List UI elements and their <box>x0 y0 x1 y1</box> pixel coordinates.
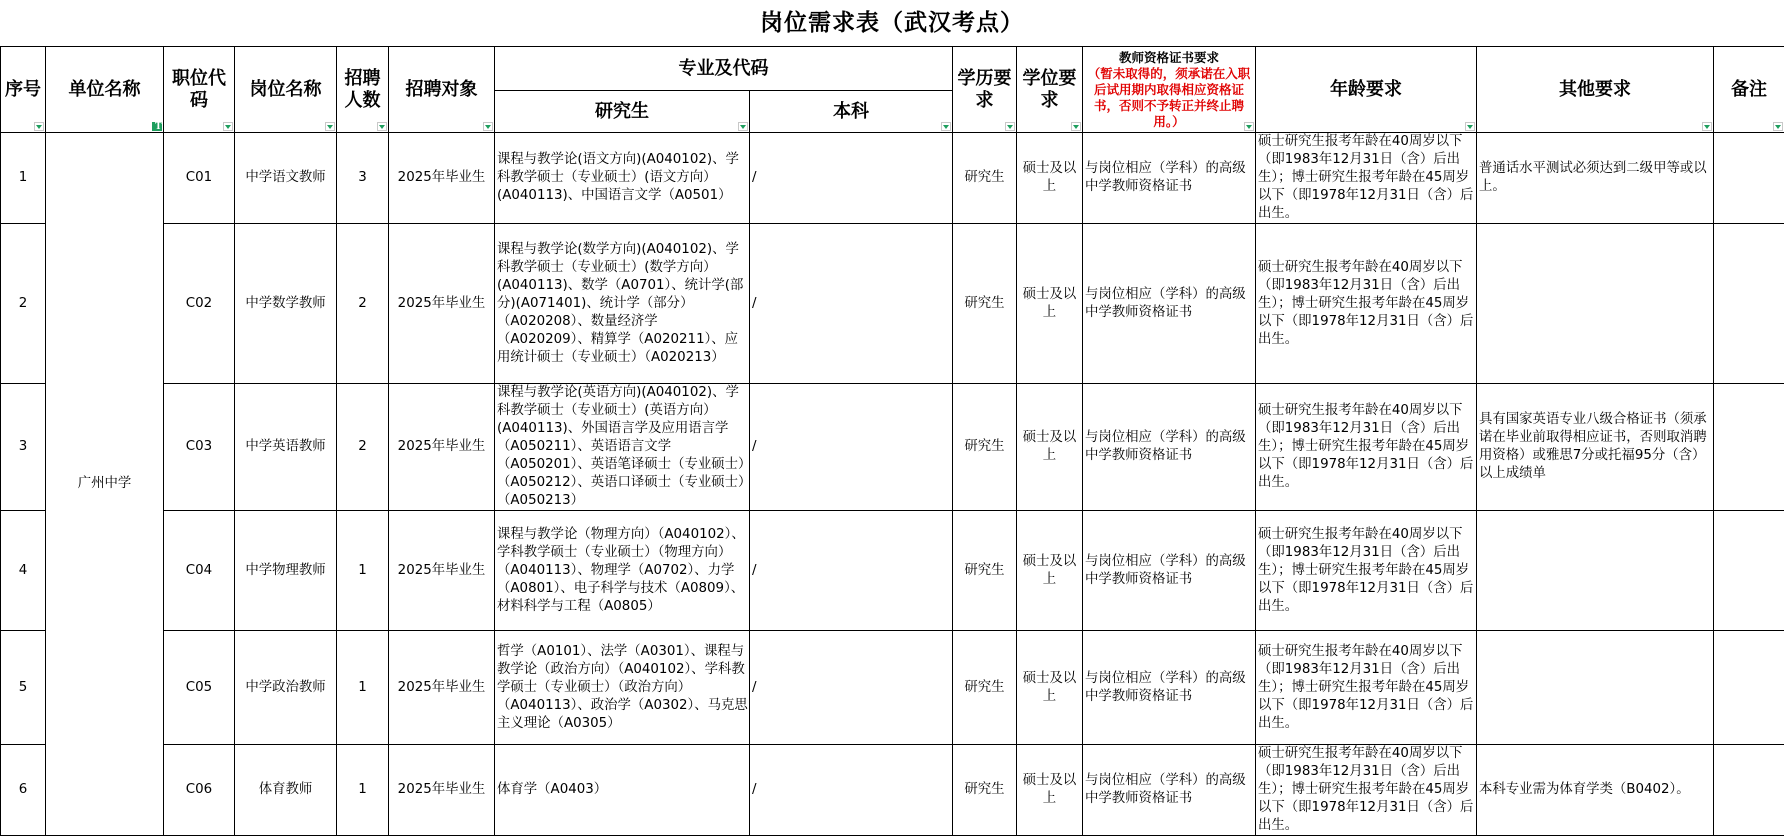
header-edu: 学历要求 <box>953 47 1017 133</box>
undergrad-major-cell: / <box>750 745 953 836</box>
job-table <box>0 46 1784 836</box>
header-cert <box>1083 47 1256 133</box>
header-position: 岗位名称 <box>235 47 337 133</box>
code-cell: C06 <box>164 745 235 836</box>
undergrad-major-cell: / <box>750 631 953 745</box>
count-cell: 3 <box>337 133 389 224</box>
header-major: 专业及代码 <box>495 47 953 91</box>
filter-remark-button[interactable] <box>1773 122 1783 131</box>
header-age: 年龄要求 <box>1256 47 1477 133</box>
filter-position-button[interactable] <box>325 122 335 131</box>
position-cell: 中学数学教师 <box>235 224 337 384</box>
code-cell: C02 <box>164 224 235 384</box>
unit-name-cell: 广州中学 <box>46 133 164 836</box>
filter-target-button[interactable] <box>483 122 493 131</box>
position-cell: 中学物理教师 <box>235 511 337 631</box>
count-cell: 1 <box>337 511 389 631</box>
filter-seq-button[interactable] <box>34 122 44 131</box>
target-cell: 2025年毕业生 <box>389 511 495 631</box>
other-cell: 本科专业需为体育学类（B0402）。 <box>1477 745 1714 836</box>
code-cell: C03 <box>164 384 235 511</box>
cert-cell: 与岗位相应（学科）的高级中学教师资格证书 <box>1083 631 1256 745</box>
target-cell: 2025年毕业生 <box>389 745 495 836</box>
age-cell: 硕士研究生报考年龄在40周岁以下（即1983年12月31日（含）后出生）；博士研究生报考年龄在45周岁以下（即1978年12月31日（含）后出生。 <box>1256 224 1477 384</box>
header-grad: 研究生 <box>495 91 750 133</box>
table-row <box>1 745 1784 836</box>
seq-cell: 6 <box>1 745 46 836</box>
count-cell: 1 <box>337 745 389 836</box>
undergrad-major-cell: / <box>750 511 953 631</box>
grad-major-cell: 课程与教学论(语文方向)(A040102)、学科教学硕士（专业硕士）(语文方向）(A040113)、中国语言文学（A0501） <box>495 133 750 224</box>
cert-cell: 与岗位相应（学科）的高级中学教师资格证书 <box>1083 224 1256 384</box>
age-cell: 硕士研究生报考年龄在40周岁以下（即1983年12月31日（含）后出生）；博士研究生报考年龄在45周岁以下（即1978年12月31日（含）后出生。 <box>1256 511 1477 631</box>
other-cell: 具有国家英语专业八级合格证书（须承诺在毕业前取得相应证书，否则取消聘用资格）或雅思7分或托福95分（含）以上成绩单 <box>1477 384 1714 511</box>
position-cell: 中学语文教师 <box>235 133 337 224</box>
degree-cell: 硕士及以上 <box>1017 745 1083 836</box>
header-code: 职位代码 <box>164 47 235 133</box>
grad-major-cell: 课程与教学论（物理方向）（A040102）、学科教学硕士（专业硕士）（物理方向）（A040113）、物理学（A0702）、力学（A0801）、电子科学与技术（A0809）、材料科学与工程（A0805） <box>495 511 750 631</box>
age-cell: 硕士研究生报考年龄在40周岁以下（即1983年12月31日（含）后出生）；博士研究生报考年龄在45周岁以下（即1978年12月31日（含）后出生。 <box>1256 133 1477 224</box>
other-cell <box>1477 631 1714 745</box>
undergrad-major-cell: / <box>750 224 953 384</box>
grad-major-cell: 课程与教学论(数学方向)(A040102)、学科教学硕士（专业硕士）(数学方向）(A040113)、数学（A0701）、统计学(部分)(A071401)、统计学（部分）（A020208）、数量经济学（A020209）、精算学（A020211）、应用统计硕士（专业硕士）（A020213） <box>495 224 750 384</box>
grad-major-cell: 课程与教学论(英语方向)(A040102)、学科教学硕士（专业硕士）(英语方向）(A040113)、外国语言学及应用语言学（A050211）、英语语言文学（A050201）、英语笔译硕士（专业硕士）（A050212）、英语口译硕士（专业硕士）（A050213） <box>495 384 750 511</box>
table-row <box>1 511 1784 631</box>
filter-other-button[interactable] <box>1702 122 1712 131</box>
header-row-top <box>1 47 1784 91</box>
header-other: 其他要求 <box>1477 47 1714 133</box>
header-degree: 学位要求 <box>1017 47 1083 133</box>
header-undergrad: 本科 <box>750 91 953 133</box>
undergrad-major-cell: / <box>750 133 953 224</box>
seq-cell: 4 <box>1 511 46 631</box>
target-cell: 2025年毕业生 <box>389 133 495 224</box>
edu-cell: 研究生 <box>953 631 1017 745</box>
seq-cell: 3 <box>1 384 46 511</box>
count-cell: 1 <box>337 631 389 745</box>
cert-cell: 与岗位相应（学科）的高级中学教师资格证书 <box>1083 133 1256 224</box>
page-title: 岗位需求表（武汉考点） <box>0 0 1784 46</box>
filter-degree-button[interactable] <box>1071 122 1081 131</box>
header-unit: 单位名称 T <box>46 47 164 133</box>
age-cell: 硕士研究生报考年龄在40周岁以下（即1983年12月31日（含）后出生）；博士研究生报考年龄在45周岁以下（即1978年12月31日（含）后出生。 <box>1256 745 1477 836</box>
remark-cell <box>1714 511 1784 631</box>
remark-cell <box>1714 133 1784 224</box>
filter-cert-button[interactable] <box>1244 122 1254 131</box>
remark-cell <box>1714 631 1784 745</box>
header-remark: 备注 <box>1714 47 1784 133</box>
seq-cell: 1 <box>1 133 46 224</box>
target-cell: 2025年毕业生 <box>389 384 495 511</box>
edu-cell: 研究生 <box>953 511 1017 631</box>
age-cell: 硕士研究生报考年龄在40周岁以下（即1983年12月31日（含）后出生）；博士研究生报考年龄在45周岁以下（即1978年12月31日（含）后出生。 <box>1256 631 1477 745</box>
edu-cell: 研究生 <box>953 384 1017 511</box>
table-row <box>1 384 1784 511</box>
code-cell: C05 <box>164 631 235 745</box>
table-row <box>1 133 1784 224</box>
grad-major-cell: 哲学（A0101）、法学（A0301）、课程与教学论（政治方向）（A040102）、学科教学硕士（专业硕士）（政治方向）（A040113）、政治学（A0302）、马克思主义理论（A0305） <box>495 631 750 745</box>
cert-cell: 与岗位相应（学科）的高级中学教师资格证书 <box>1083 511 1256 631</box>
filter-age-button[interactable] <box>1465 122 1475 131</box>
count-cell: 2 <box>337 224 389 384</box>
degree-cell: 硕士及以上 <box>1017 384 1083 511</box>
code-cell: C01 <box>164 133 235 224</box>
filter-undergrad-button[interactable] <box>941 122 951 131</box>
filter-grad-button[interactable] <box>738 122 748 131</box>
degree-cell: 硕士及以上 <box>1017 511 1083 631</box>
edu-cell: 研究生 <box>953 745 1017 836</box>
remark-cell <box>1714 384 1784 511</box>
header-cert-title: 教师资格证书要求 <box>1083 50 1255 66</box>
degree-cell: 硕士及以上 <box>1017 133 1083 224</box>
edu-cell: 研究生 <box>953 133 1017 224</box>
remark-cell <box>1714 224 1784 384</box>
target-cell: 2025年毕业生 <box>389 631 495 745</box>
edu-cell: 研究生 <box>953 224 1017 384</box>
position-cell: 体育教师 <box>235 745 337 836</box>
table-row <box>1 224 1784 384</box>
grad-major-cell: 体育学（A0403） <box>495 745 750 836</box>
header-count: 招聘人数 <box>337 47 389 133</box>
age-cell: 硕士研究生报考年龄在40周岁以下（即1983年12月31日（含）后出生）；博士研究生报考年龄在45周岁以下（即1978年12月31日（含）后出生。 <box>1256 384 1477 511</box>
target-cell: 2025年毕业生 <box>389 224 495 384</box>
degree-cell: 硕士及以上 <box>1017 224 1083 384</box>
undergrad-major-cell: / <box>750 384 953 511</box>
seq-cell: 2 <box>1 224 46 384</box>
cert-cell: 与岗位相应（学科）的高级中学教师资格证书 <box>1083 745 1256 836</box>
other-cell: 普通话水平测试必须达到二级甲等或以上。 <box>1477 133 1714 224</box>
degree-cell: 硕士及以上 <box>1017 631 1083 745</box>
filter-count-button[interactable] <box>377 122 387 131</box>
count-cell: 2 <box>337 384 389 511</box>
position-cell: 中学政治教师 <box>235 631 337 745</box>
header-seq: 序号 <box>1 47 46 133</box>
filter-code-button[interactable] <box>223 122 233 131</box>
header-target: 招聘对象 <box>389 47 495 133</box>
other-cell <box>1477 224 1714 384</box>
code-cell: C04 <box>164 511 235 631</box>
seq-cell: 5 <box>1 631 46 745</box>
header-cert-note: （暂未取得的，须承诺在入职后试用期内取得相应资格证书，否则不予转正并终止聘用。） <box>1083 66 1255 130</box>
filter-unit-button[interactable] <box>152 122 162 131</box>
position-cell: 中学英语教师 <box>235 384 337 511</box>
table-row <box>1 631 1784 745</box>
cert-cell: 与岗位相应（学科）的高级中学教师资格证书 <box>1083 384 1256 511</box>
remark-cell <box>1714 745 1784 836</box>
filter-edu-button[interactable] <box>1005 122 1015 131</box>
other-cell <box>1477 511 1714 631</box>
